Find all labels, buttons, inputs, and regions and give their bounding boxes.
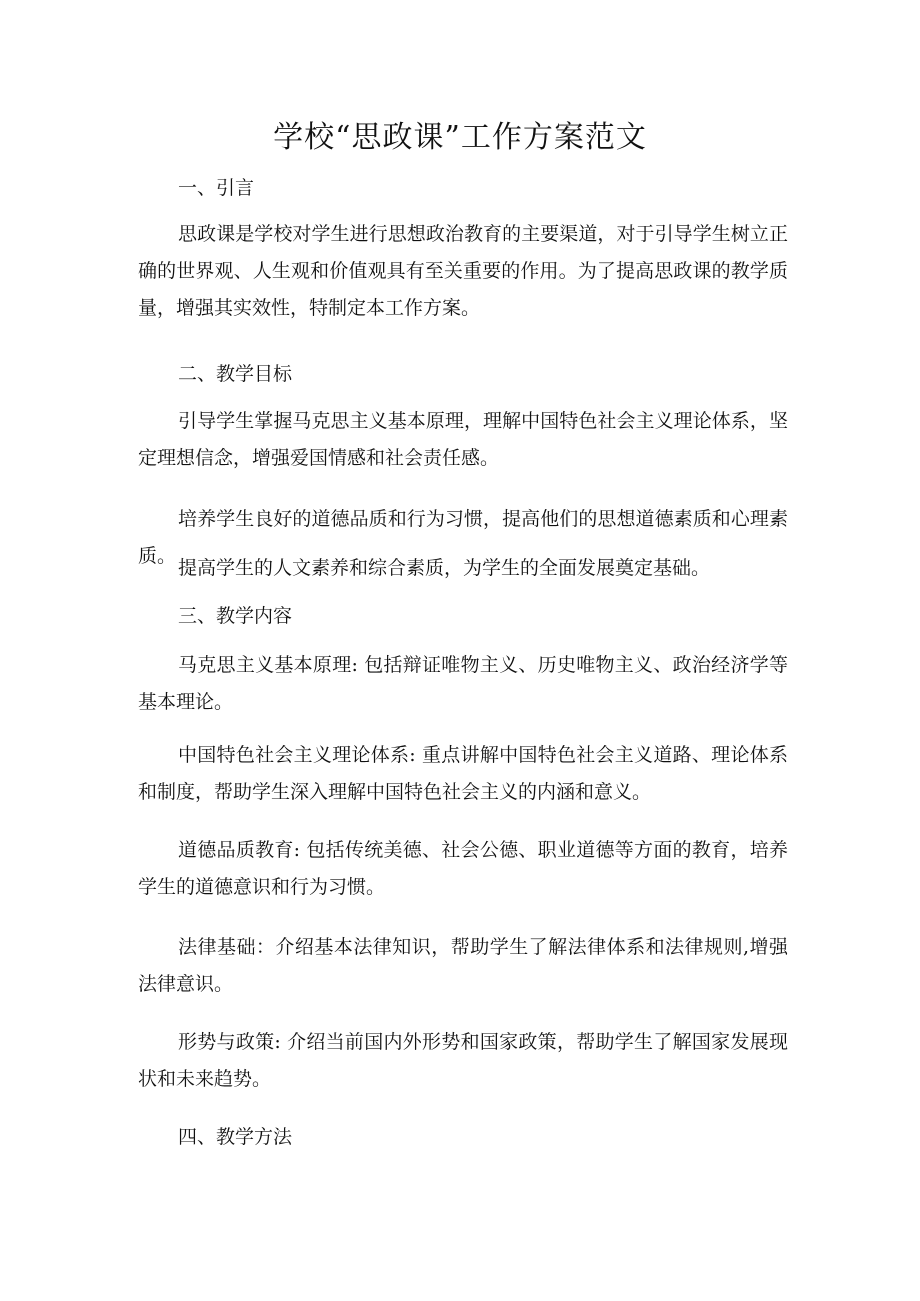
section-heading-content: 三、教学内容 (178, 605, 293, 627)
paragraph-goal-1: 引导学生掌握马克思主义基本原理，理解中国特色社会主义理论体系，坚定理想信念，增强爱国情感和社会责任感。 (138, 410, 788, 469)
paragraph-goal-2: 培养学生良好的道德品质和行为习惯，提高他们的思想道德素质和心理素质。 (138, 508, 788, 567)
document-title: 学校“思政课”工作方案范文 (273, 120, 647, 155)
section-heading-methods: 四、教学方法 (178, 1126, 293, 1148)
paragraph-content-morality: 道德品质教育: 包括传统美德、社会公德、职业道德等方面的教育，培养学生的道德意识和行为习惯。 (138, 839, 788, 898)
paragraph-content-socialism: 中国特色社会主义理论体系: 重点讲解中国特色社会主义道路、理论体系和制度，帮助学生深入理解中国特色社会主义的内涵和意义。 (138, 744, 788, 803)
section-heading-goals: 二、教学目标 (178, 363, 293, 385)
paragraph-content-marxism: 马克思主义基本原理: 包括辩证唯物主义、历史唯物主义、政治经济学等基本理论。 (138, 654, 788, 713)
section-heading-intro: 一、引言 (178, 177, 255, 199)
paragraph-goal-3: 提高学生的人文素养和综合素质，为学生的全面发展奠定基础。 (178, 557, 711, 579)
paragraph-intro: 思政课是学校对学生进行思想政治教育的主要渠道，对于引导学生树立正确的世界观、人生观和价值观具有至关重要的作用。为了提高思政课的教学质量，增强其实效性，特制定本工作方案。 (138, 223, 788, 319)
paragraph-content-law: 法律基础：介绍基本法律知识，帮助学生了解法律体系和法律规则,增强法律意识。 (138, 936, 788, 995)
paragraph-content-policy: 形势与政策: 介绍当前国内外形势和国家政策，帮助学生了解国家发展现状和未来趋势。 (138, 1031, 788, 1090)
